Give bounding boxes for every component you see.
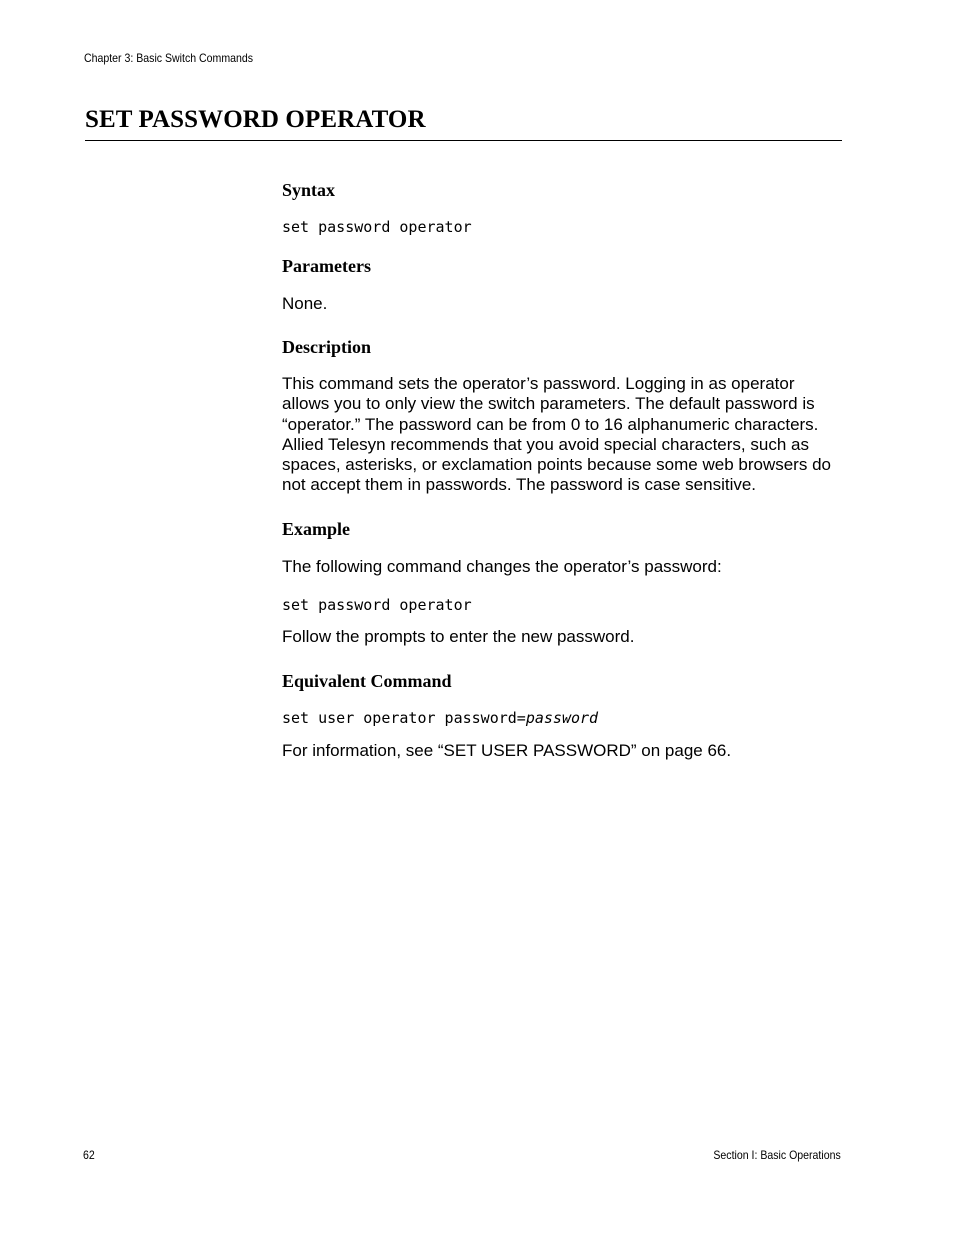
cross-reference-text: For information, see “SET USER PASSWORD” on page 66.: [282, 741, 732, 760]
example-command: set password operator: [282, 596, 472, 614]
page-number: 62: [83, 1148, 95, 1162]
example-intro: The following command changes the operator’s password:: [282, 557, 722, 576]
title-divider: [85, 140, 842, 141]
equivalent-command-prefix: set user operator password=: [282, 709, 526, 727]
description-line: Allied Telesyn recommends that you avoid special characters, such as: [282, 434, 809, 454]
description-line: allows you to only view the switch parameters. The default password is: [282, 394, 815, 414]
syntax-heading: Syntax: [282, 180, 336, 200]
description-line: “operator.” The password can be from 0 to 16 alphanumeric characters.: [282, 414, 819, 434]
example-heading: Example: [282, 519, 351, 539]
description-line: This command sets the operator’s password. Logging in as operator: [282, 374, 795, 393]
running-footer-section: Section I: Basic Operations: [713, 1148, 841, 1162]
description-heading: Description: [282, 337, 371, 357]
syntax-command: set password operator: [282, 218, 472, 236]
parameters-heading: Parameters: [282, 256, 371, 276]
page-title: SET PASSWORD OPERATOR: [85, 106, 426, 133]
equivalent-command-heading: Equivalent Command: [282, 671, 452, 691]
running-header-chapter: Chapter 3: Basic Switch Commands: [84, 51, 254, 65]
equivalent-command-parameter: password: [525, 709, 599, 727]
description-paragraph: [282, 374, 831, 496]
description-line: spaces, asterisks, or exclamation points because some web browsers do: [282, 455, 831, 475]
equivalent-command: [282, 709, 598, 727]
description-line: not accept them in passwords. The password is case sensitive.: [282, 475, 757, 495]
parameters-text: None.: [282, 294, 328, 313]
example-followup: Follow the prompts to enter the new password.: [282, 627, 635, 646]
